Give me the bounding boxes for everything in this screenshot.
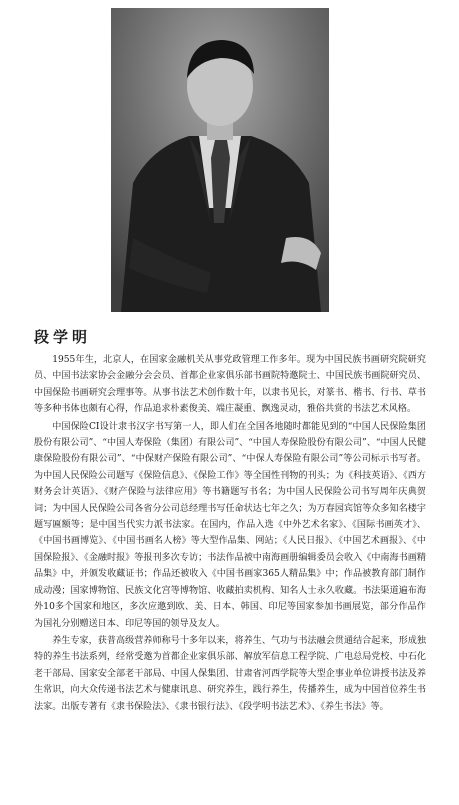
biography-text — [34, 352, 426, 716]
bio-paragraph: 中国保险CI设计隶书汉字书写第一人，即人们在全国各地随时都能见到的“中国人民保险集团股份有限公司”、“中国人寿保险（集团）有限公司”、“中国人寿保险股份有限公司”、“中国人民健康保险股份有限公司”、“中保财产保险有限公司”、“中保人寿保险有限公司”等公司标示书写者。为中国人民保险公司题写《保险信息》、《保险工作》等全国性刊物的刊头；为《科技英语》、《西方财务会计英语》、《财产保险与法律应用》等书籍题写书名；为中国人民保险公司书写周年庆典贺词；为中国人民保险公司各省分公司总经理书写任命状达七年之久；为万春园宾馆等众多知名楼宇题写匾额等；是中国当代实力派书法家。在国内，作品入选《中外艺术名家》、《国际书画英才》、《中国书画博览》、《中国书画名人榜》等大型作品集、网站；《人民日报》、《中国艺术画报》、《中国保险报》、《金融时报》等报刊多次专访；书法作品被中南海画册编辑委员会收入《中南海书画精品集》中，并颁发收藏证书；作品还被收入《中国书画家365人精品集》中；作品被教育部门制作成动漫；国家博物馆、民族文化宫等博物馆、收藏拍卖机构、知名人士永久收藏。书法渠道遍布海外10多个国家和地区，多次应邀到欧、美、日本、韩国、印尼等国家参加书画展览，部分作品作为国礼分别赠送日本、印尼等国的领导及友人。 — [34, 421, 426, 629]
portrait-photo — [111, 8, 329, 312]
portrait-illustration — [111, 8, 329, 312]
person-name: 段学明 — [34, 328, 92, 346]
bio-paragraph: 1955年生，北京人，在国家金融机关从事党政管理工作多年。现为中国民族书画研究院研究员、中国书法家协会金融分会会员、首都企业家俱乐部书画院特邀院士、中国民族书画院研究员、中国保险书画研究会理事等。从事书法艺术创作数十年，以隶书见长，对篆书、楷书、行书、草书等多种书体也颇有心得，作品追求朴素俊美、端庄凝重、飘逸灵动，雅俗共赏的书法艺术风格。 — [34, 355, 426, 415]
bio-paragraph: 养生专家，获普高级营养师称号十多年以来，将养生、气功与书法融会贯通结合起来，形成独特的养生书法系列，经常受邀为首都企业家俱乐部、解放军信息工程学院、广电总局党校、中石化老干部局、国家安全部老干部局、中国人保集团、甘肃省河西学院等大型企事业单位讲授书法及养生常识，向大众传递书法艺术与健康讯息、研究养生，践行养生，传播养生，成为中国首位养生书法家。出版专著有《隶书保险法》、《隶书银行法》、《段学明书法艺术》、《养生书法》等。 — [34, 635, 426, 712]
